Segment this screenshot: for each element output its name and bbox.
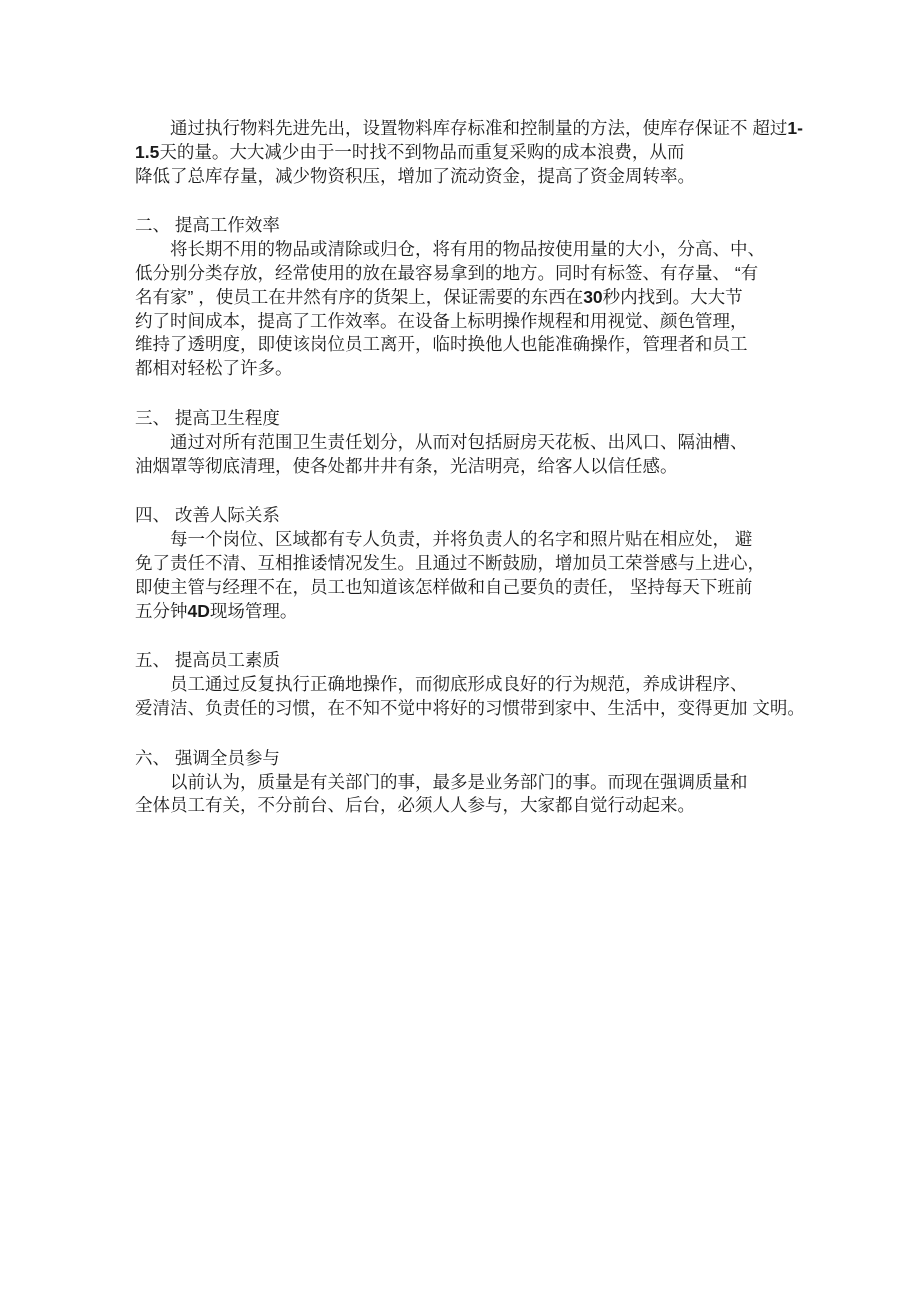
text-line xyxy=(135,431,860,455)
text-segment: 天的量。大大减少由于一时找不到物品而重复采购的成本浪费，从而 xyxy=(159,141,685,162)
text-segment: 即使主管与经理不在，员工也知道该怎样做和自己要负的责任， 坚持每天下班前 xyxy=(135,576,753,597)
text-segment: 通过对所有范围卫生责任划分，从而对包括厨房天花板、出风口、隔油槽、 xyxy=(135,431,748,452)
section-heading: 三、 提高卫生程度 xyxy=(135,407,280,428)
text-segment: 名有家” ，使员工在井然有序的货架上，保证需要的东西在 xyxy=(135,286,584,307)
text-line xyxy=(135,528,860,552)
text-segment: 现场管理。 xyxy=(209,600,298,621)
text-line xyxy=(135,552,860,576)
bold-number: 30 xyxy=(583,286,603,307)
text-line xyxy=(135,794,860,818)
text-segment: 每一个岗位、区域都有专人负责，并将负责人的名字和照片贴在相应处， 避 xyxy=(135,529,753,550)
text-segment: 降低了总库存量，减少物资积压，增加了流动资金，提高了资金周转率。 xyxy=(135,165,695,186)
text-segment: 将长期不用的物品或清除或归仓，将有用的物品按使用量的大小，分高、中、 xyxy=(135,239,765,260)
bold-number: 4D xyxy=(187,600,210,621)
text-segment: 全体员工有关，不分前台、后台，必须人人参与，大家都自觉行动起来。 xyxy=(135,795,695,816)
text-line xyxy=(135,117,860,141)
text-segment: 通过执行物料先进先出，设置物料库存标准和控制量的方法，使库存保证不 超过 xyxy=(135,118,788,138)
text-line xyxy=(135,576,860,600)
section-heading: 六、 强调全员参与 xyxy=(135,747,280,768)
document-section xyxy=(135,747,860,818)
text-line xyxy=(135,165,860,189)
text-line xyxy=(135,697,860,721)
text-line xyxy=(135,600,860,624)
text-line xyxy=(135,141,860,165)
text-line xyxy=(135,673,860,697)
text-line xyxy=(135,333,860,357)
text-line xyxy=(135,771,860,795)
text-segment: 五分钟 xyxy=(135,600,188,621)
text-segment: 秒内找到。大大节 xyxy=(602,286,743,307)
text-line xyxy=(135,455,860,479)
document-section xyxy=(135,214,860,381)
text-segment: 维持了透明度，即使该岗位员工离开，临时换他人也能准确操作，管理者和员工 xyxy=(135,334,748,355)
bold-number: 1.5 xyxy=(135,141,160,162)
text-line xyxy=(135,310,860,334)
text-line xyxy=(135,357,860,381)
text-segment: 爱清洁、负责任的习惯，在不知不觉中将好的习惯带到家中、生活中，变得更加 文明。 xyxy=(135,697,805,718)
section-heading: 二、 提高工作效率 xyxy=(135,215,280,236)
section-heading: 四、 改善人际关系 xyxy=(135,505,280,526)
document-section xyxy=(135,117,860,188)
document-section xyxy=(135,504,860,623)
text-segment: 员工通过反复执行正确地操作，而彻底形成良好的行为规范，养成讲程序、 xyxy=(135,674,748,695)
text-segment: 油烟罩等彻底清理，使各处都井井有条，光洁明亮，给客人以信任感。 xyxy=(135,455,678,476)
document-section xyxy=(135,407,860,478)
section-heading: 五、 提高员工素质 xyxy=(135,650,280,671)
text-segment: 低分别分类存放，经常使用的放在最容易拿到的地方。同时有标签、有存量、 “有 xyxy=(135,262,759,283)
text-segment: 以前认为，质量是有关部门的事，最多是业务部门的事。而现在强调质量和 xyxy=(135,771,748,792)
bold-number: 1- xyxy=(787,118,803,138)
text-line xyxy=(135,286,860,310)
document-section xyxy=(135,649,860,720)
text-segment: 免了责任不清、互相推诿情况发生。且通过不断鼓励，增加员工荣誉感与上进心， xyxy=(135,552,765,573)
text-line xyxy=(135,262,860,286)
text-segment: 约了时间成本，提高了工作效率。在设备上标明操作规程和用视觉、颜色管理， xyxy=(135,310,748,331)
text-segment: 都相对轻松了许多。 xyxy=(135,358,293,379)
text-line xyxy=(135,238,860,262)
